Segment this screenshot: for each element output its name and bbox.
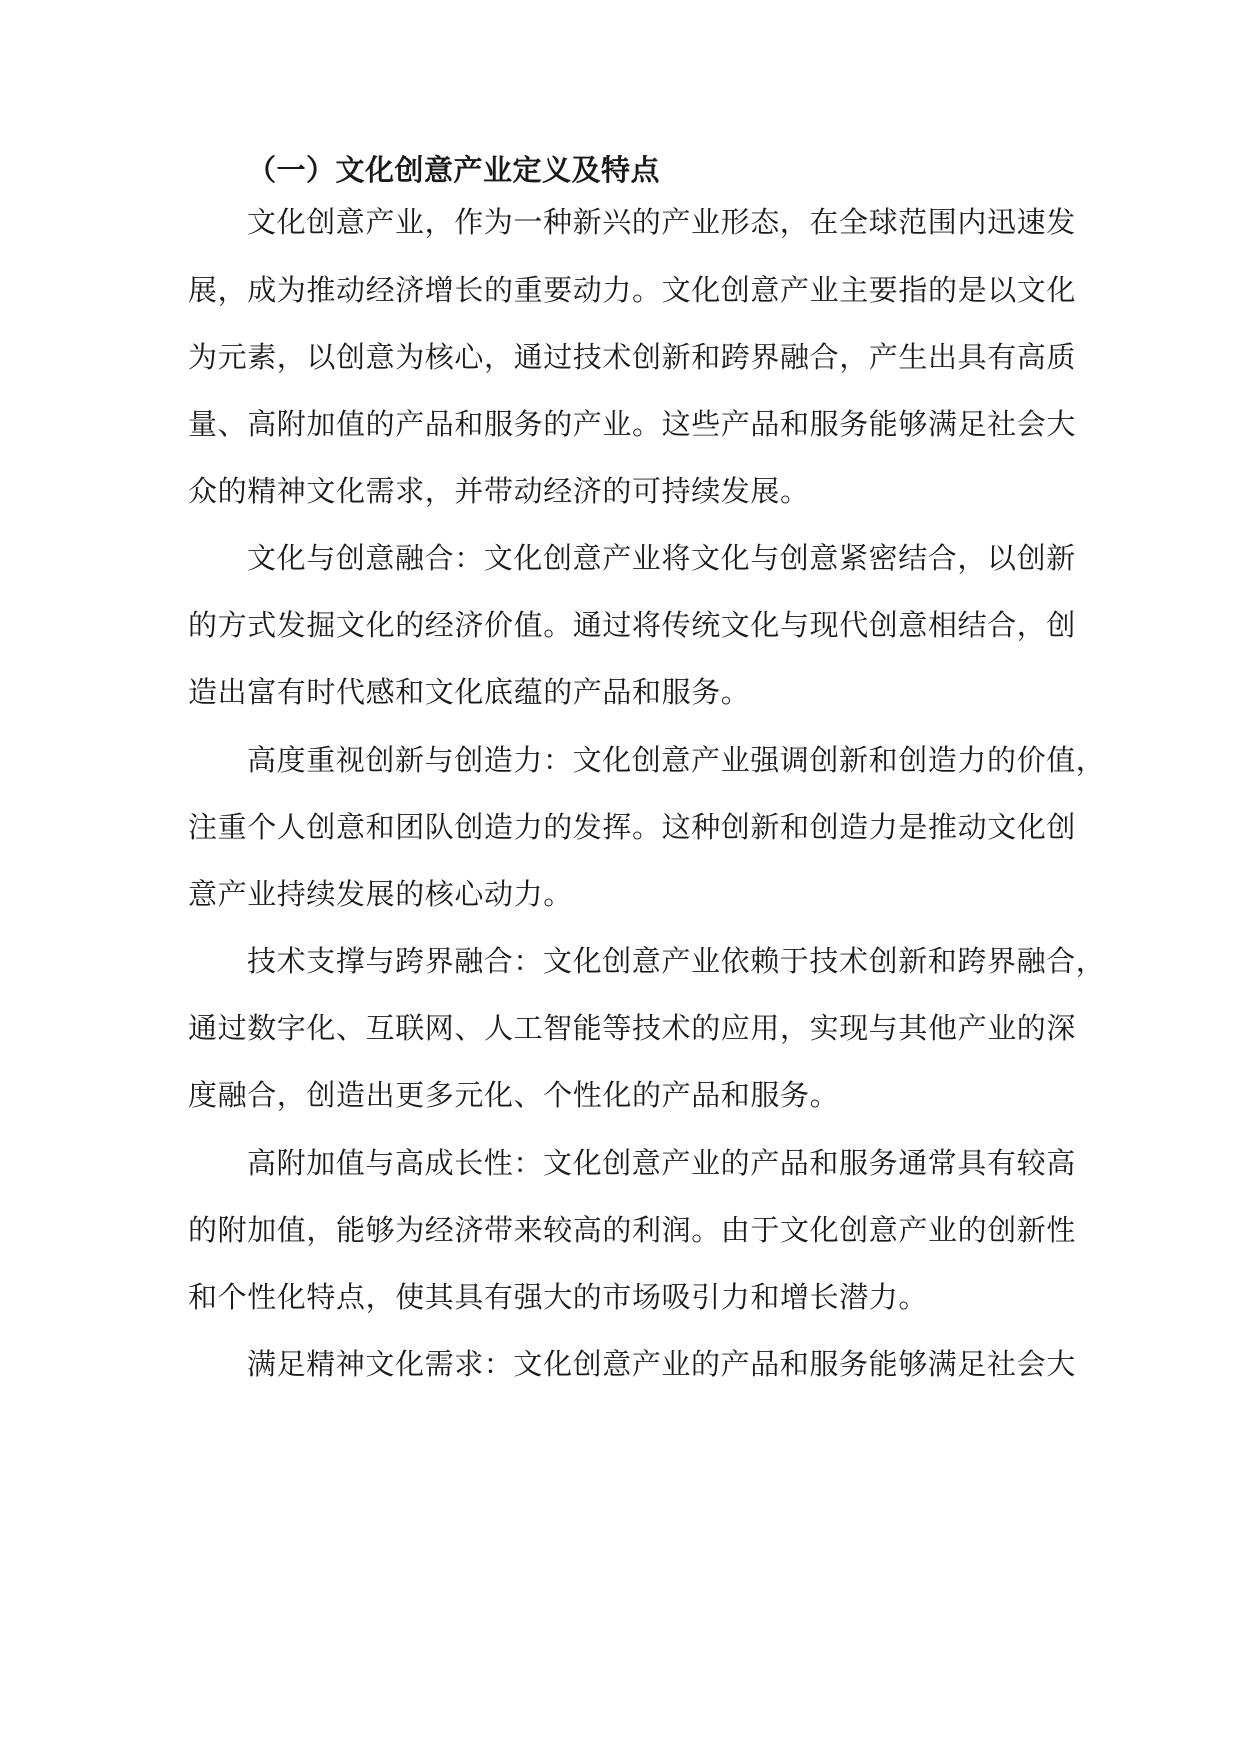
paragraph-line: 文化与创意融合：文化创意产业将文化与创意紧密结合，以创新 — [247, 541, 1076, 575]
paragraph-line: 高附加值与高成长性：文化创意产业的产品和服务通常具有较高 — [247, 1146, 1076, 1180]
paragraph-line: 技术支撑与跨界融合：文化创意产业依赖于技术创新和跨界融合， — [247, 944, 1106, 978]
paragraph-line: 展，成为推动经济增长的重要动力。文化创意产业主要指的是以文化 — [188, 273, 1077, 307]
paragraph-line: 的附加值，能够为经济带来较高的利润。由于文化创意产业的创新性 — [188, 1213, 1077, 1247]
paragraph-line: 众的精神文化需求，并带动经济的可持续发展。 — [188, 474, 810, 508]
paragraph-line: 度融合，创造出更多元化、个性化的产品和服务。 — [188, 1078, 840, 1112]
section-heading: （一）文化创意产业定义及特点 — [247, 153, 661, 187]
paragraph-line: 意产业持续发展的核心动力。 — [188, 877, 573, 911]
paragraph-line: 通过数字化、互联网、人工智能等技术的应用，实现与其他产业的深 — [188, 1011, 1077, 1045]
paragraph-line: 满足精神文化需求：文化创意产业的产品和服务能够满足社会大 — [247, 1347, 1076, 1381]
paragraph-line: 文化创意产业，作为一种新兴的产业形态，在全球范围内迅速发 — [247, 205, 1076, 239]
paragraph-line: 高度重视创新与创造力：文化创意产业强调创新和创造力的价值， — [247, 743, 1106, 777]
paragraph-line: 和个性化特点，使其具有强大的市场吸引力和增长潜力。 — [188, 1280, 929, 1314]
paragraph-line: 量、高附加值的产品和服务的产业。这些产品和服务能够满足社会大 — [188, 407, 1077, 441]
paragraph-line: 注重个人创意和团队创造力的发挥。这种创新和创造力是推动文化创 — [188, 810, 1077, 844]
paragraph-line: 为元素，以创意为核心，通过技术创新和跨界融合，产生出具有高质 — [188, 340, 1077, 374]
paragraph-line: 造出富有时代感和文化底蕴的产品和服务。 — [188, 675, 751, 709]
paragraph-line: 的方式发掘文化的经济价值。通过将传统文化与现代创意相结合，创 — [188, 608, 1077, 642]
